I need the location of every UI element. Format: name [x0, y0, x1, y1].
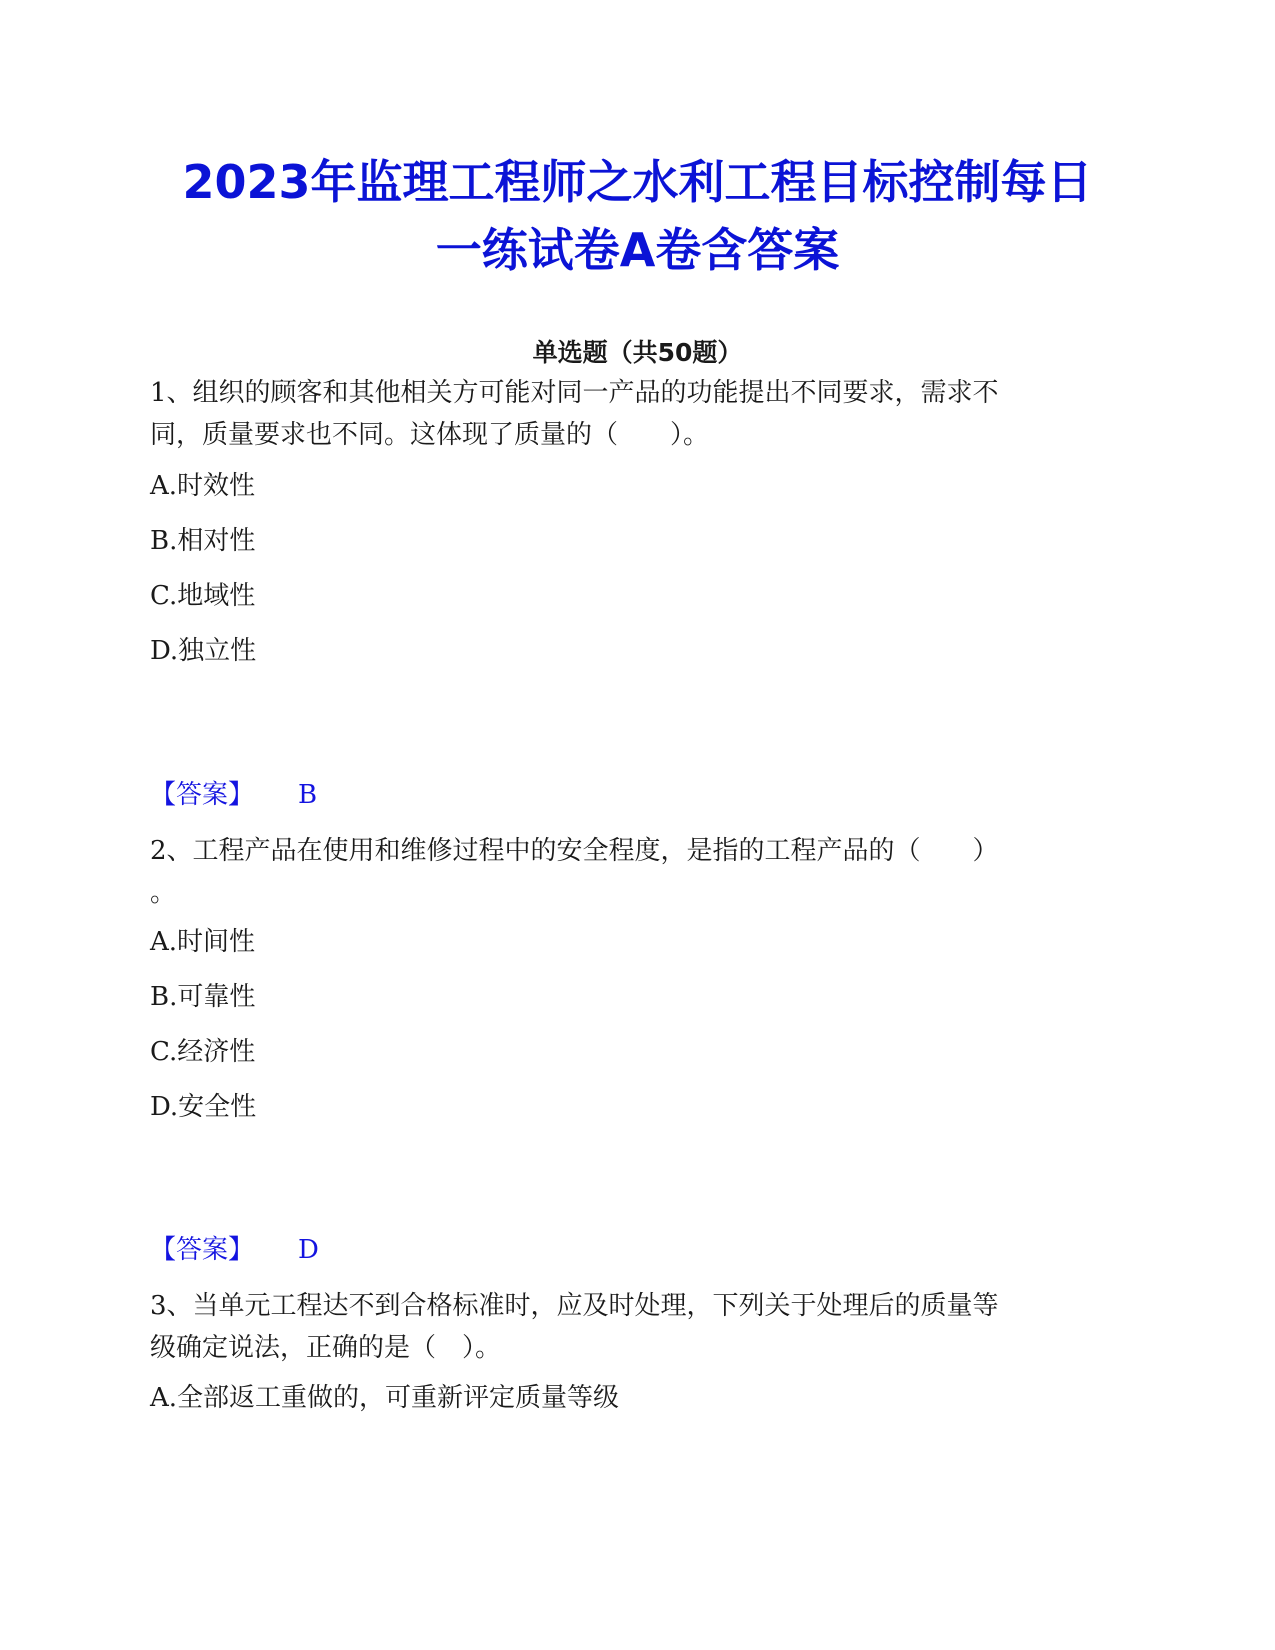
document-title-line-1: 2023年监理工程师之水利工程目标控制每日 [182, 155, 1093, 209]
question-1-option-b: B.相对性 [150, 526, 256, 556]
question-1-answer [150, 777, 317, 813]
question-1-answer-label: 【答案】 [150, 780, 255, 810]
question-1-stem [150, 372, 1100, 456]
question-2-option-b: B.可靠性 [150, 982, 256, 1012]
question-2-stem-line-2: 。 [150, 878, 177, 908]
question-2-stem [150, 830, 1100, 914]
question-1-option-a: A.时效性 [150, 471, 256, 501]
question-3-stem-line-1: 3、当单元工程达不到合格标准时，应及时处理，下列关于处理后的质量等 [150, 1291, 999, 1321]
question-2-option-a: A.时间性 [150, 927, 256, 957]
question-3-stem-line-2: 级确定说法，正确的是（ ）。 [150, 1333, 502, 1363]
document-title [120, 148, 1155, 284]
section-heading: 单选题（共50题） [532, 338, 743, 367]
question-2-answer-label: 【答案】 [150, 1235, 255, 1265]
question-3-stem [150, 1285, 1100, 1369]
question-1-stem-line-1: 1、组织的顾客和其他相关方可能对同一产品的功能提出不同要求，需求不 [150, 378, 999, 408]
question-3-option-a: A.全部返工重做的，可重新评定质量等级 [150, 1383, 620, 1413]
question-1-stem-line-2: 同，质量要求也不同。这体现了质量的（ ）。 [150, 420, 710, 450]
question-2-answer-value: D [298, 1235, 319, 1265]
question-2-stem-line-1: 2、工程产品在使用和维修过程中的安全程度，是指的工程产品的（ ） [150, 836, 999, 866]
document-title-line-2: 一练试卷A卷含答案 [435, 223, 840, 277]
question-1-answer-value: B [298, 780, 318, 810]
question-2-option-c: C.经济性 [150, 1037, 256, 1067]
question-2-answer [150, 1232, 319, 1268]
question-1-option-c: C.地域性 [150, 581, 256, 611]
question-2-option-d: D.安全性 [150, 1092, 257, 1122]
question-1-option-d: D.独立性 [150, 636, 257, 666]
